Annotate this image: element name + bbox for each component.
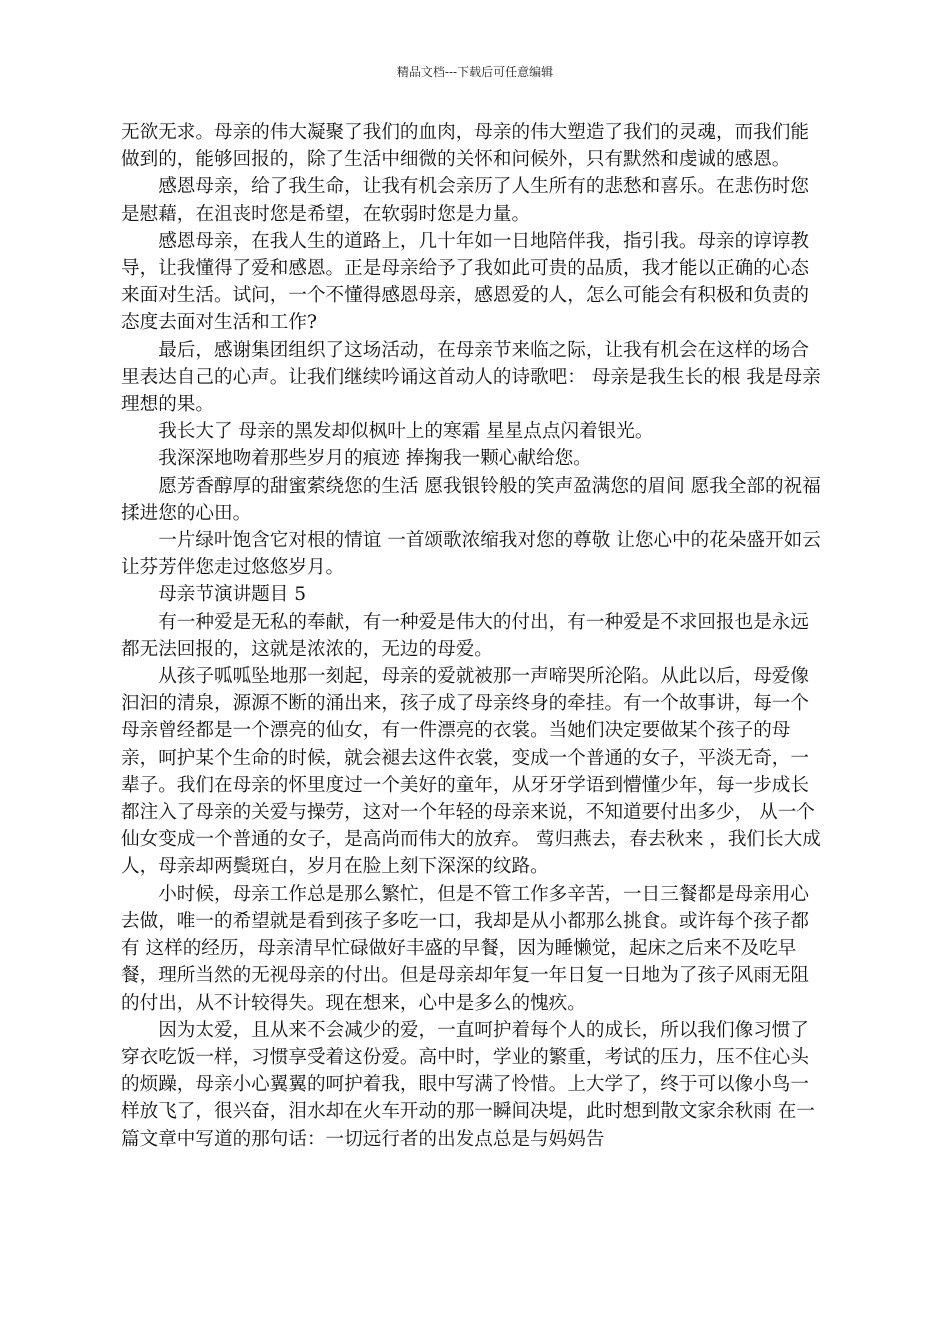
- paragraph: 一片绿叶饱含它对根的情谊 一首颂歌浓缩我对您的尊敬 让您心中的花朵盛开如云 让芬芳伴您走过悠悠岁月。: [121, 530, 821, 579]
- page-header: 精品文档---下载后可任意编辑: [396, 65, 554, 79]
- paragraph: 我深深地吻着那些岁月的痕迹 捧掬我一颗心献给您。: [158, 448, 592, 470]
- paragraph: 无欲无求。母亲的伟大凝聚了我们的血肉，母亲的伟大塑造了我们的灵魂，而我们能做到的，能够回报的，除了生活中细微的关怀和问候外，只有默然和虔诚的感恩。: [121, 122, 809, 171]
- paragraph: 感恩母亲，在我人生的道路上，几十年如一日地陪伴我，指引我。母亲的谆谆教导，让我懂得了爱和感恩。正是母亲给予了我如此可贵的品质，我才能以正确的心态来面对生活。试问，一个不懂得感恩母亲，感恩爱的人，怎么可能会有积极和负责的态度去面对生活和工作?: [121, 230, 809, 334]
- paragraph: 从孩子呱呱坠地那一刻起，母亲的爱就被那一声啼哭所沦陷。从此以后，母爱像汩汩的清泉，源源不断的涌出来，孩子成了母亲终身的牵挂。有一个故事讲，每一个 母亲曾经都是一个漂亮的仙女，有一件漂亮的衣裳。当她们决定要做某个孩子的母亲，呵护某个生命的时候，就会褪去这件衣裳，变成一个普通的女子，平淡无奇，一辈子。我们在母亲的怀里度过一个美好的童年，从牙牙学语到懵懂少年，每一步成长都注入了母亲的关爱与操劳，这对一个年轻的母亲来说，不知道要付出多少， 从一个仙女变成一个普通的女子，是高尚而伟大的放弃。 莺归燕去，春去秋来 ，我们长大成人，母亲却两鬓斑白，岁月在脸上刻下深深的纹路。: [121, 666, 821, 878]
- section-title: 母亲节演讲题目 5: [158, 584, 307, 606]
- paragraph: 小时候，母亲工作总是那么繁忙，但是不管工作多辛苦，一日三餐都是母亲用心去做，唯一的希望就是看到孩子多吃一口，我却是从小都那么挑食。或许每个孩子都有 这样的经历，母亲清早忙碌做好丰盛的早餐，因为睡懒觉，起床之后来不及吃早餐，理所当然的无视母亲的付出。但是母亲却年复一年日复一日地为了孩子风雨无阻 的付出，从不计较得失。现在想来，心中是多么的愧疚。: [121, 883, 809, 1014]
- paragraph: 因为太爱，且从来不会减少的爱，一直呵护着每个人的成长，所以我们像习惯了穿衣吃饭一样，习惯享受着这份爱。高中时，学业的繁重，考试的压力，压不住心头 的烦躁，母亲小心翼翼的呵护着我，眼中写满了怜惜。上大学了，终于可以像小鸟一样放飞了，很兴奋，泪水却在火车开动的那一瞬间决堤，此时想到散文家余秋雨 在一篇文章中写道的那句话：一切远行者的出发点总是与妈妈告: [121, 1019, 815, 1150]
- paragraph: 愿芳香醇厚的甜蜜萦绕您的生活 愿我银铃般的笑声盈满您的眉间 愿我全部的祝福揉进您的心田。: [121, 475, 821, 524]
- paragraph: 我长大了 母亲的黑发却似枫叶上的寒霜 星星点点闪着银光。: [158, 421, 654, 443]
- document-body: [121, 119, 821, 1153]
- paragraph: 有一种爱是无私的奉献，有一种爱是伟大的付出，有一种爱是不求回报也是永远都无法回报的，这就是浓浓的，无边的母爱。: [121, 611, 809, 660]
- paragraph: 最后，感谢集团组织了这场活动，在母亲节来临之际，让我有机会在这样的场合里表达自己的心声。让我们继续吟诵这首动人的诗歌吧： 母亲是我生长的根 我是母亲理想的果。: [121, 339, 821, 416]
- paragraph: 感恩母亲，给了我生命，让我有机会亲历了人生所有的悲愁和喜乐。在悲伤时您是慰藉，在沮丧时您是希望，在软弱时您是力量。: [121, 176, 809, 225]
